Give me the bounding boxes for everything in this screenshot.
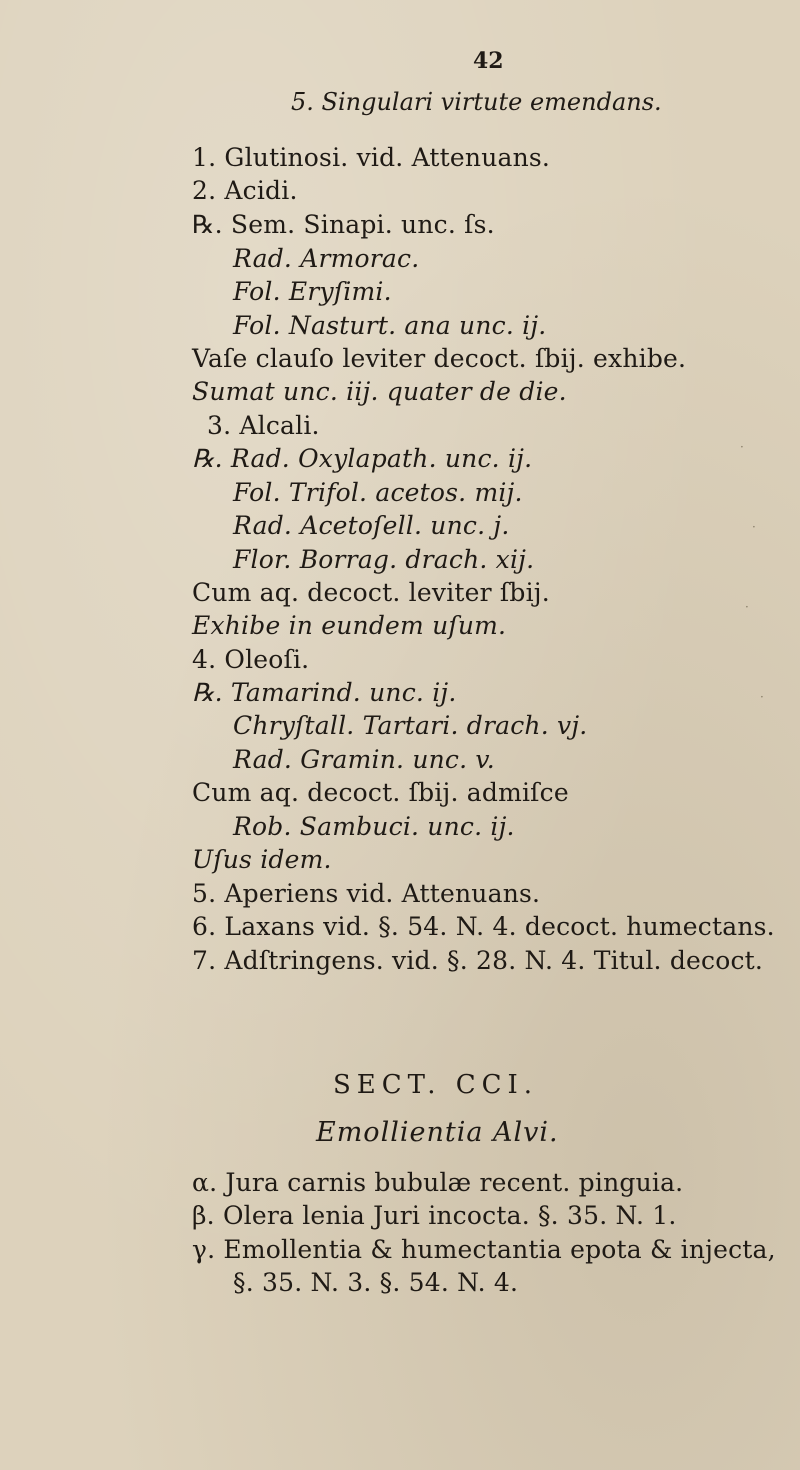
text-line-16: 4. Oleoſi.: [192, 645, 310, 674]
text-line-2: 2. Acidi.: [192, 176, 298, 205]
text-line-10: ℞. Rad. Oxylapath. unc. ij.: [192, 444, 533, 473]
text-line-7: Vaſe clauſo leviter decoct. ſbij. exhibe.: [192, 344, 687, 373]
text-line-14: Cum aq. decoct. leviter ſbij.: [192, 578, 550, 607]
print-speck: ·: [745, 600, 749, 614]
text-line-19: Rad. Gramin. unc. v.: [233, 745, 495, 774]
text-line-28: γ. Emollentia & humectantia epota & injecta,: [192, 1235, 776, 1264]
text-line-25: 7. Adſtringens. vid. §. 28. N. 4. Titul. decoct.: [192, 946, 764, 975]
text-line-24: 6. Laxans vid. §. 54. N. 4. decoct. humectans.: [192, 912, 775, 941]
print-speck: ·: [740, 440, 744, 454]
text-line-18: Chryſtall. Tartari. drach. vj.: [233, 711, 588, 740]
text-line-20: Cum aq. decoct. ſbij. admiſce: [192, 778, 569, 807]
text-line-17: ℞. Tamarind. unc. ij.: [192, 678, 457, 707]
text-line-5: Fol. Eryſimi.: [233, 277, 392, 306]
print-speck: ·: [752, 520, 756, 534]
text-line-9: 3. Alcali.: [207, 411, 320, 440]
text-line-27: β. Olera lenia Juri incocta. §. 35. N. 1.: [192, 1201, 677, 1230]
section-title: Emollientia Alvi.: [316, 1117, 559, 1148]
text-line-8: Sumat unc. iij. quater de die.: [192, 377, 567, 406]
text-line-4: Rad. Armorac.: [233, 244, 420, 273]
running-head: 5. Singulari virtute emendans.: [291, 88, 662, 116]
text-line-11: Fol. Trifol. acetos. mij.: [233, 478, 523, 507]
text-line-26: α. Jura carnis bubulæ recent. pinguia.: [192, 1168, 684, 1197]
text-line-6: Fol. Nasturt. ana unc. ij.: [233, 311, 547, 340]
text-line-21: Rob. Sambuci. unc. ij.: [233, 812, 515, 841]
page-number: 42: [473, 48, 504, 74]
text-line-13: Flor. Borrag. drach. xij.: [233, 545, 535, 574]
text-line-12: Rad. Acetoſell. unc. j.: [233, 511, 510, 540]
text-line-15: Exhibe in eundem uſum.: [192, 611, 507, 640]
text-line-3: ℞. Sem. Sinapi. unc. ſs.: [192, 210, 495, 239]
text-line-1: 1. Glutinosi. vid. Attenuans.: [192, 143, 551, 172]
text-line-23: 5. Aperiens vid. Attenuans.: [192, 879, 541, 908]
text-line-22: Uſus idem.: [192, 845, 332, 874]
section-heading: SECT. CCI.: [333, 1070, 539, 1100]
text-line-29: §. 35. N. 3. §. 54. N. 4.: [233, 1268, 519, 1297]
print-speck: ·: [760, 690, 764, 704]
